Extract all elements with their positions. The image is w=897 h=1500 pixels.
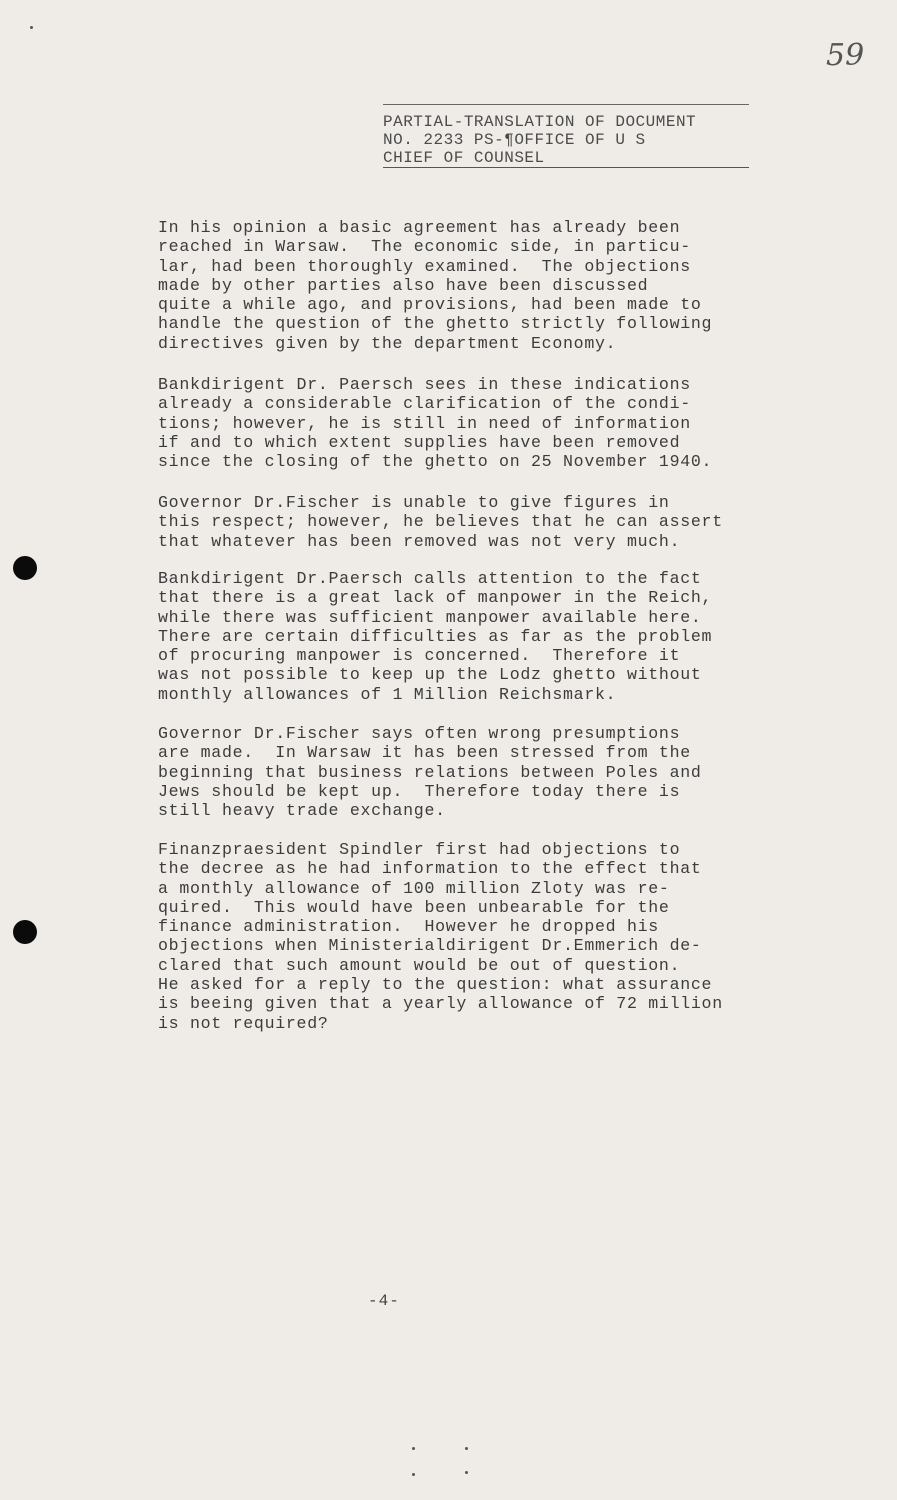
- paragraph-6: [158, 840, 798, 1033]
- text-line: is beeing given that a yearly allowance of 72 million: [158, 994, 723, 1014]
- text-line: tions; however, he is still in need of information: [158, 413, 691, 433]
- text-line: Jews should be kept up. Therefore today there is: [158, 781, 681, 801]
- paragraph-2: [158, 375, 798, 471]
- text-line: quite a while ago, and provisions, had been made to: [158, 295, 702, 315]
- text-line: while there was sufficient manpower available here.: [158, 607, 702, 627]
- header-line-2: NO. 2233 PS-¶OFFICE OF U S: [383, 131, 646, 149]
- text-line: There are certain difficulties as far as the problem: [158, 626, 713, 646]
- paragraph-5: [158, 724, 798, 820]
- text-line: clared that such amount would be out of question.: [158, 955, 681, 975]
- text-line: made by other parties also have been discussed: [158, 275, 649, 295]
- paragraph-1: [158, 218, 798, 353]
- header-bottom-rule: [383, 167, 749, 168]
- text-line: Bankdirigent Dr. Paersch sees in these indications: [158, 375, 691, 394]
- text-line: since the closing of the ghetto on 25 November 1940.: [158, 452, 713, 472]
- text-line: that whatever has been removed was not very much.: [158, 531, 681, 551]
- footer-page-number: -4-: [368, 1292, 400, 1310]
- text-line: beginning that business relations between Poles and: [158, 762, 702, 782]
- paper-speck: [465, 1471, 468, 1474]
- text-line: In his opinion a basic agreement has already been: [158, 218, 681, 237]
- text-line: the decree as he had information to the effect that: [158, 859, 702, 879]
- text-line: is not required?: [158, 1013, 329, 1033]
- text-line: are made. In Warsaw it has been stressed from the: [158, 743, 691, 763]
- text-line: lar, had been thoroughly examined. The objections: [158, 256, 691, 276]
- paper-speck: [30, 26, 33, 29]
- text-line: directives given by the department Economy.: [158, 333, 617, 353]
- text-line: was not possible to keep up the Lodz ghetto without: [158, 665, 702, 685]
- text-line: of procuring manpower is concerned. Therefore it: [158, 646, 681, 666]
- paragraph-4: [158, 569, 798, 704]
- text-line: handle the question of the ghetto strictly following: [158, 314, 713, 334]
- text-line: Governor Dr.Fischer is unable to give figures in: [158, 493, 670, 512]
- text-line: He asked for a reply to the question: what assurance: [158, 975, 713, 995]
- text-line: reached in Warsaw. The economic side, in particu-: [158, 237, 691, 257]
- paper-speck: [412, 1473, 415, 1476]
- text-line: already a considerable clarification of the condi-: [158, 394, 691, 414]
- text-line: Finanzpraesident Spindler first had objections to: [158, 840, 681, 859]
- paragraph-3: [158, 493, 798, 551]
- punch-hole: [13, 556, 37, 580]
- text-line: if and to which extent supplies have been removed: [158, 432, 681, 452]
- text-line: monthly allowances of 1 Million Reichsmark.: [158, 684, 617, 704]
- paper-speck: [412, 1447, 415, 1450]
- header-line-1: PARTIAL-TRANSLATION OF DOCUMENT: [383, 113, 697, 131]
- handwritten-page-number: 59: [826, 38, 865, 73]
- document-header: [383, 104, 749, 168]
- text-line: a monthly allowance of 100 million Zloty was re-: [158, 878, 670, 898]
- text-line: this respect; however, he believes that he can assert: [158, 512, 723, 532]
- text-line: that there is a great lack of manpower in the Reich,: [158, 588, 713, 608]
- text-line: finance administration. However he dropped his: [158, 917, 659, 937]
- text-line: Bankdirigent Dr.Paersch calls attention to the fact: [158, 569, 702, 588]
- punch-hole: [13, 920, 37, 944]
- header-top-rule: [383, 104, 749, 105]
- header-line-3: CHIEF OF COUNSEL: [383, 149, 545, 167]
- text-line: Governor Dr.Fischer says often wrong presumptions: [158, 724, 681, 743]
- text-line: still heavy trade exchange.: [158, 801, 446, 821]
- text-line: quired. This would have been unbearable for the: [158, 897, 670, 917]
- paper-speck: [465, 1447, 468, 1450]
- text-line: objections when Ministerialdirigent Dr.Emmerich de-: [158, 936, 702, 956]
